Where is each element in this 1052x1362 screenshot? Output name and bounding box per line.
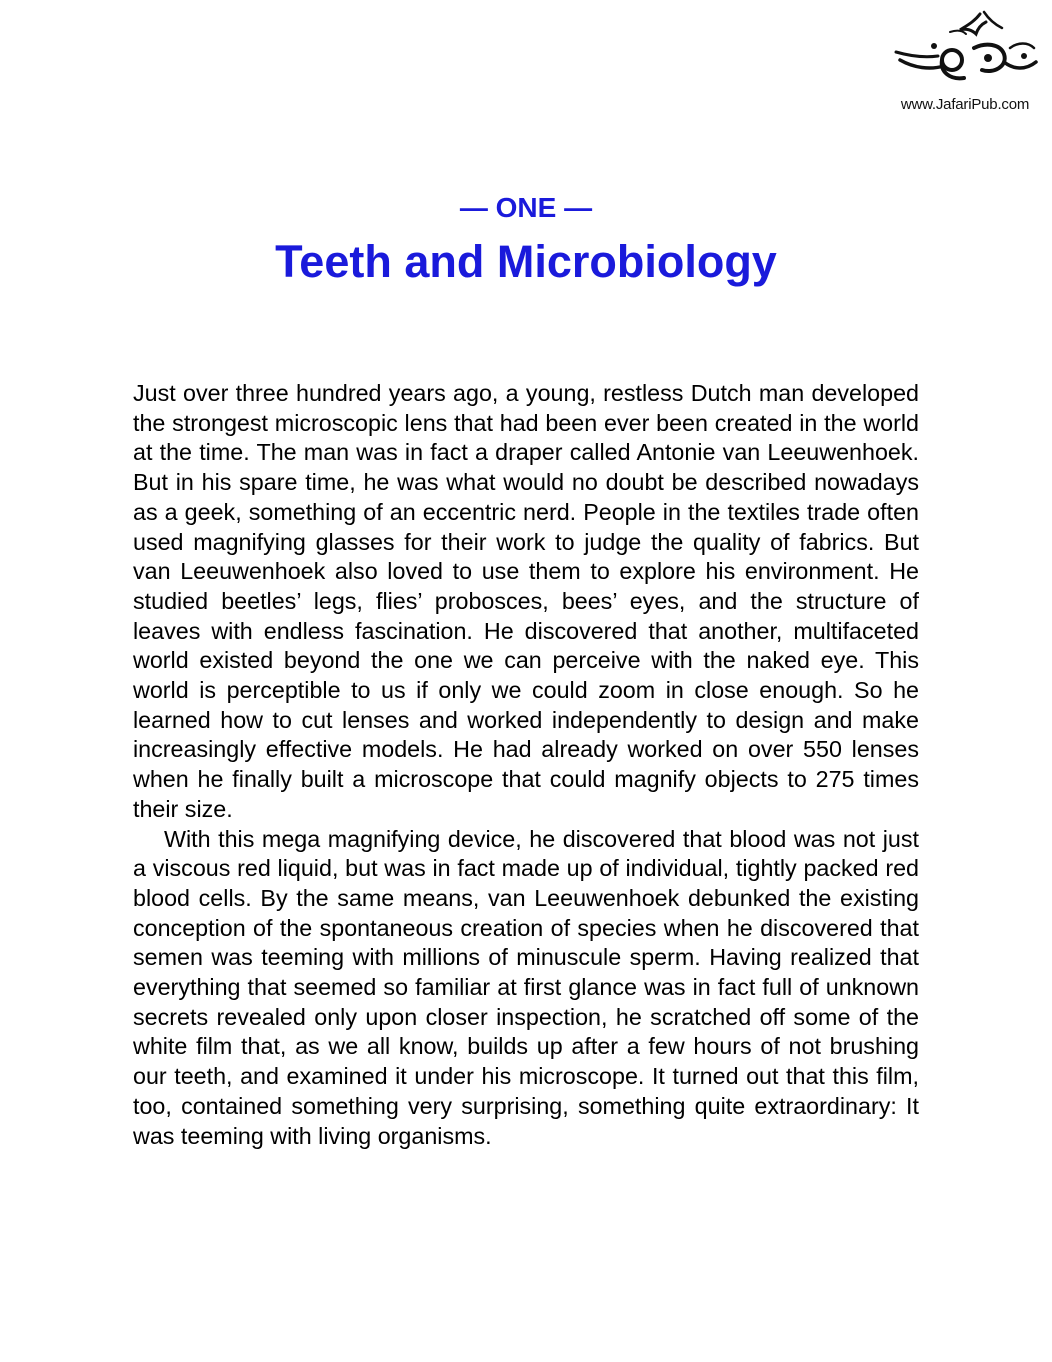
chapter-title: Teeth and Microbiology xyxy=(275,236,777,287)
chapter-body xyxy=(133,379,919,1151)
chapter-number: — ONE — xyxy=(459,192,593,223)
body-paragraph: Just over three hundred years ago, a young, restless Dutch man developed the strongest microscopic lens that had been ever been created in the world at the time. The man was in fact a draper called Antonie van Leeuwenhoek. But in his spare time, he was what would no doubt be described nowadays as a geek, something of an eccentric nerd. People in the textiles trade often used magnifying glasses for their work to judge the quality of fabrics. But van Leeuwenhoek also loved to use them to explore his environment. He studied beetles’ legs, flies’ probosces, bees’ eyes, and the structure of leaves with endless fascination. He discovered that another, multifaceted world existed beyond the one we can perceive with the naked eye. This world is perceptible to us if only we could zoom in close enough. So he learned how to cut lenses and worked independently to design and make increasingly effective models. He had already worked on over 550 lenses when he finally built a microscope that could magnify objects to 275 times their size. xyxy=(133,380,919,822)
body-paragraph: With this mega magnifying device, he discovered that blood was not just a viscous red liquid, but was in fact made up of individual, tightly packed red blood cells. By the same means, van Leeuwenhoek debunked the existing conception of the spontaneous creation of species when he discovered that semen was teeming with millions of minuscule sperm. Having realized that everything that seemed so familiar at first glance was in fact full of unknown secrets revealed only upon closer inspection, he scratched off some of the white film that, as we all know, builds up after a few hours of not brushing our teeth, and examined it under his microscope. It turned out that this film, too, contained something very surprising, something quite extraordinary: It was teeming with living organisms. xyxy=(133,825,919,1149)
publisher-emblem-icon xyxy=(890,8,1040,88)
publisher-logo xyxy=(880,8,1050,113)
publisher-website: www.JafariPub.com xyxy=(900,96,1030,113)
